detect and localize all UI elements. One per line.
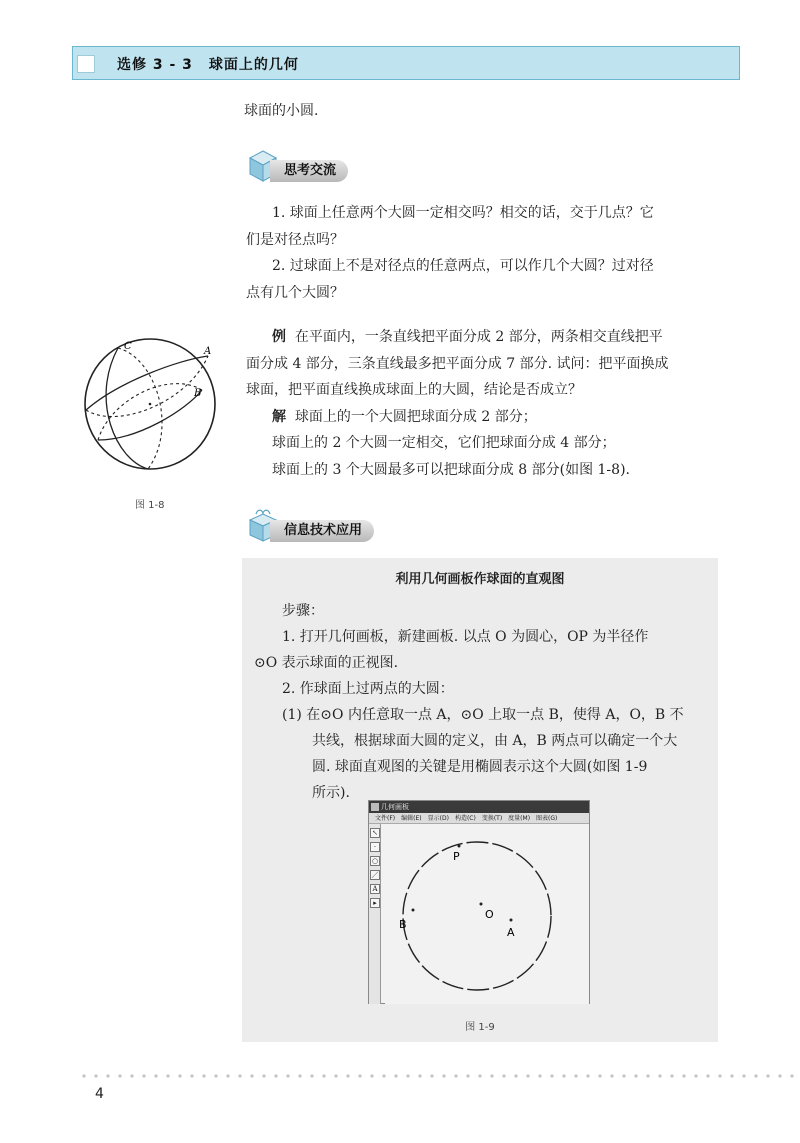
- solution-line-1-text: 球面上的一个大圆把球面分成 2 部分；: [294, 409, 537, 425]
- app-logo-icon: [371, 803, 379, 811]
- sub-step-1-line-4: 所示).: [312, 785, 350, 801]
- page-number: 4: [95, 1086, 104, 1102]
- canvas-point-o: O: [485, 908, 494, 921]
- menu-file[interactable]: 文件(F): [375, 815, 396, 822]
- example-line-1-text: 在平面内，一条直线把平面分成 2 部分，两条相交直线把平: [294, 329, 663, 345]
- sub-step-1-line-1: (1) 在⊙O 内任意取一点 A，⊙O 上取一点 B，使得 A，O，B 不: [282, 707, 684, 723]
- menu-construct[interactable]: 构造(C): [454, 815, 476, 822]
- example-line-3: 球面，把平面直线换成球面上的大圆，结论是否成立？: [246, 382, 582, 398]
- point-b-label: B: [194, 388, 202, 399]
- custom-tool-icon[interactable]: ▸: [370, 898, 380, 908]
- figure-1-8-caption: 图 1-8: [135, 500, 165, 511]
- menu-measure[interactable]: 度量(M): [508, 815, 531, 822]
- question-2-line-2: 点有几个大圆？: [246, 285, 344, 301]
- info-box-title: 利用几何画板作球面的直观图: [395, 572, 565, 587]
- solution-label: 解: [272, 409, 286, 425]
- geometry-sketchpad-window: [368, 800, 590, 1004]
- intro-fragment: 球面的小圆.: [244, 103, 319, 119]
- sketch-canvas[interactable]: [385, 824, 589, 1004]
- text-tool-icon[interactable]: A: [370, 884, 380, 894]
- info-label-text: 信息技术应用: [270, 520, 374, 542]
- solution-line-2: 球面上的 2 个大圆一定相交，它们把球面分成 4 部分；: [272, 435, 616, 451]
- arrow-tool-icon[interactable]: ↖: [370, 828, 380, 838]
- steps-label: 步骤：: [282, 603, 324, 619]
- app-title: 几何画板: [381, 803, 409, 811]
- chapter-header-bar: [72, 46, 740, 80]
- app-toolbar: [369, 824, 381, 1004]
- sphere-figure: [78, 330, 224, 486]
- section-label: 球面上的几何: [208, 57, 299, 73]
- menu-transform[interactable]: 变换(T): [481, 815, 503, 822]
- menu-edit[interactable]: 编辑(E): [401, 815, 422, 822]
- menu-display[interactable]: 显示(D): [427, 815, 449, 822]
- compass-tool-icon[interactable]: ○: [371, 857, 379, 865]
- app-menubar: [369, 813, 589, 824]
- point-c-label: C: [124, 341, 132, 352]
- point-tool-icon[interactable]: ·: [370, 842, 380, 852]
- example-line-2: 面分成 4 部分，三条直线最多把平面分成 7 部分. 试问：把平面换成: [246, 356, 669, 372]
- app-titlebar: [369, 801, 589, 813]
- info-technology-box: [242, 558, 718, 1042]
- step-1-line-2: ⊙O 表示球面的正视图.: [254, 655, 399, 671]
- canvas-point-b: B: [399, 918, 407, 931]
- step-1-line-1: 1. 打开几何画板，新建画板. 以点 O 为圆心，OP 为半径作: [282, 629, 649, 645]
- sub-step-1-line-3: 圆. 球面直观图的关键是用椭圆表示这个大圆(如图 1-9: [312, 759, 648, 775]
- point-a-label: A: [204, 346, 212, 357]
- header-square-icon: [77, 55, 95, 73]
- header-title: [117, 54, 299, 74]
- canvas-point-a: A: [507, 926, 515, 939]
- figure-1-9-caption: 图 1-9: [465, 1022, 495, 1033]
- solution-line-1: [272, 404, 537, 431]
- example-label: 例: [272, 329, 286, 345]
- example-line-1: [272, 324, 663, 351]
- course-label: 选修 3 - 3: [117, 57, 193, 73]
- menu-graph[interactable]: 图表(G): [536, 815, 558, 822]
- line-tool-icon[interactable]: ／: [371, 871, 379, 879]
- canvas-point-p: P: [453, 850, 460, 863]
- question-1-line-1: 1. 球面上任意两个大圆一定相交吗？相交的话，交于几点？它: [272, 205, 654, 221]
- step-2: 2. 作球面上过两点的大圆：: [282, 681, 454, 697]
- footer-dotted-divider: [78, 1074, 800, 1078]
- think-label-text: 思考交流: [270, 160, 348, 182]
- solution-line-3: 球面上的 3 个大圆最多可以把球面分成 8 部分(如图 1-8).: [272, 462, 630, 478]
- sub-step-1-line-2: 共线，根据球面大圆的定义，由 A，B 两点可以确定一个大: [312, 733, 678, 749]
- question-2-line-1: 2. 过球面上不是对径点的任意两点，可以作几个大圆？过对径: [272, 258, 654, 274]
- question-1-line-2: 们是对径点吗？: [246, 232, 344, 248]
